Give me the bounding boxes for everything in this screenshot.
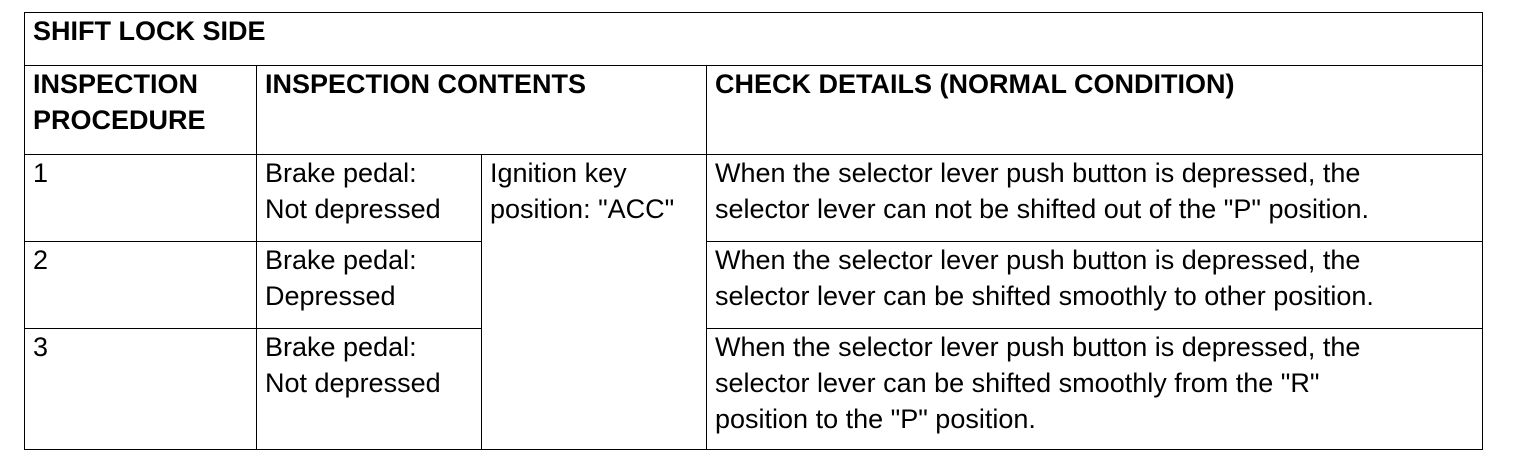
procedure-number: 1 [25,155,257,242]
check-details [707,242,1483,329]
shift-lock-inspection-table [24,12,1483,450]
table-title-row [25,13,1483,66]
brake-pedal-label: Brake pedal: [265,332,417,362]
ignition-key-condition [482,155,707,450]
table-row [25,242,1483,329]
table-title: SHIFT LOCK SIDE [25,13,1483,66]
check-details-line: selector lever can be shifted smoothly from the "R" [715,368,1320,398]
procedure-number: 3 [25,329,257,450]
check-details-line: selector lever can not be shifted out of the "P" position. [715,194,1370,224]
shift-lock-inspection-sheet [24,12,1483,450]
header-check-details: CHECK DETAILS (NORMAL CONDITION) [707,66,1483,155]
check-details-line: selector lever can be shifted smoothly to other position. [715,281,1374,311]
brake-pedal-condition [257,242,482,329]
check-details-line: When the selector lever push button is depressed, the [715,158,1361,188]
ignition-key-position: position: "ACC" [490,194,675,224]
brake-pedal-condition [257,155,482,242]
brake-pedal-label: Brake pedal: [265,245,417,275]
check-details-line: position to the "P" position. [715,404,1036,434]
check-details-line: When the selector lever push button is depressed, the [715,245,1361,275]
header-inspection-contents: INSPECTION CONTENTS [257,66,707,155]
brake-pedal-condition [257,329,482,450]
header-procedure-line-2: PROCEDURE [33,105,206,135]
procedure-number: 2 [25,242,257,329]
check-details [707,155,1483,242]
brake-pedal-state: Not depressed [265,368,441,398]
header-inspection-procedure [25,66,257,155]
header-procedure-line-1: INSPECTION [33,69,199,99]
brake-pedal-state: Not depressed [265,194,441,224]
brake-pedal-state: Depressed [265,281,396,311]
ignition-key-label: Ignition key [490,158,627,188]
table-row [25,329,1483,450]
table-row [25,155,1483,242]
table-header-row [25,66,1483,155]
check-details [707,329,1483,450]
check-details-line: When the selector lever push button is depressed, the [715,332,1361,362]
brake-pedal-label: Brake pedal: [265,158,417,188]
